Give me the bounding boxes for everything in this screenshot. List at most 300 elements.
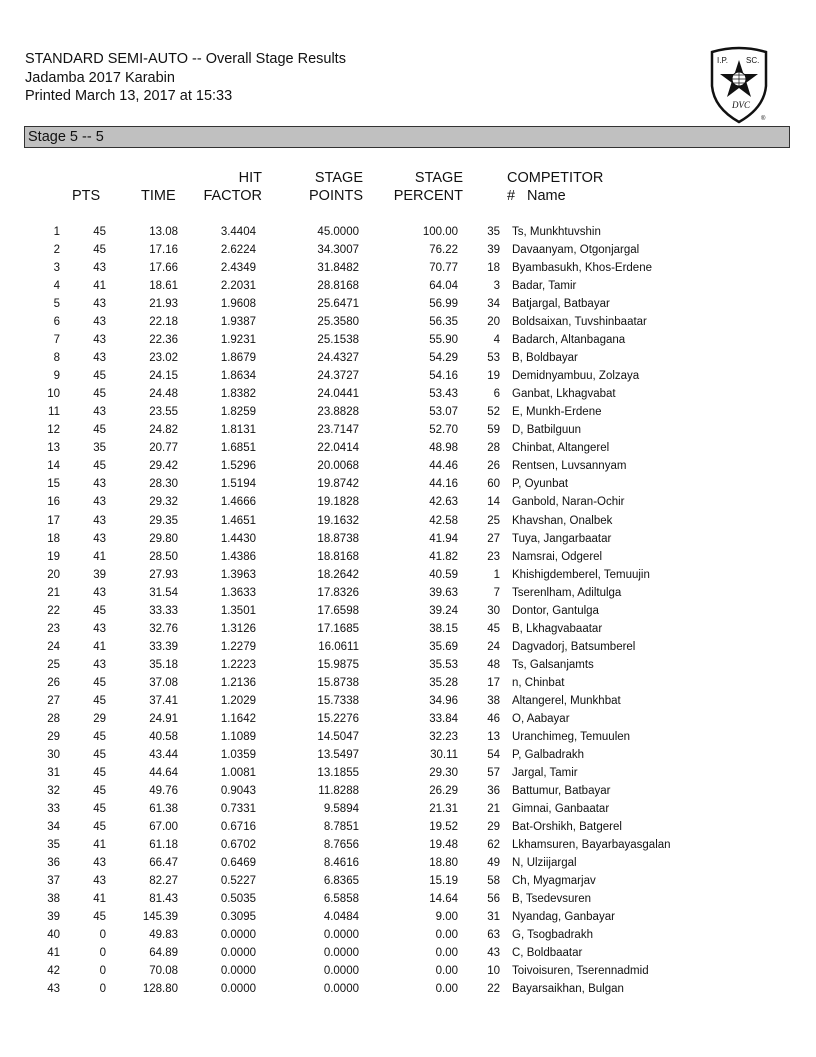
row-time: 35.18 (149, 658, 178, 671)
row-place: 17 (47, 514, 60, 527)
row-competitor-name: O, Aabayar (512, 712, 570, 725)
row-hit-factor: 1.0359 (220, 748, 256, 761)
row-competitor-number: 30 (487, 604, 500, 617)
row-points: 43 (93, 496, 106, 509)
col-header-stage-percent (380, 169, 463, 205)
table-row (30, 710, 671, 728)
row-hit-factor: 1.6851 (220, 442, 256, 455)
row-competitor-name: Uranchimeg, Temuulen (512, 730, 631, 743)
row-stage-points: 19.8742 (317, 478, 359, 491)
match-name: Jadamba 2017 Karabin (25, 69, 175, 86)
row-competitor-number: 60 (487, 478, 500, 491)
row-place: 12 (47, 424, 60, 437)
row-place: 29 (47, 730, 60, 743)
row-competitor-name: Bat-Orshikh, Batgerel (512, 821, 622, 834)
table-row (30, 241, 671, 259)
table-row (30, 421, 671, 439)
row-competitor-number: 36 (487, 784, 500, 797)
row-competitor-number: 34 (487, 298, 500, 311)
row-place: 40 (47, 929, 60, 942)
row-time: 24.91 (149, 712, 178, 725)
row-hit-factor: 1.9231 (220, 334, 256, 347)
row-hit-factor: 1.4430 (220, 532, 256, 545)
table-row (30, 566, 671, 584)
row-stage-points: 0.0000 (323, 947, 359, 960)
row-place: 8 (53, 352, 60, 365)
table-row (30, 908, 671, 926)
row-hit-factor: 1.0081 (220, 766, 256, 779)
table-row (30, 944, 671, 962)
row-time: 44.64 (149, 766, 178, 779)
row-hit-factor: 0.0000 (220, 965, 256, 978)
row-points: 45 (93, 821, 106, 834)
row-hit-factor: 1.4651 (220, 514, 256, 527)
row-points: 45 (93, 748, 106, 761)
row-points: 0 (99, 929, 106, 942)
row-competitor-number: 24 (487, 640, 500, 653)
row-hit-factor: 1.3126 (220, 622, 256, 635)
row-points: 41 (93, 893, 106, 906)
row-competitor-number: 27 (487, 532, 500, 545)
row-time: 22.18 (149, 316, 178, 329)
report-header (25, 50, 346, 106)
row-points: 45 (93, 784, 106, 797)
row-stage-points: 22.0414 (317, 442, 359, 455)
col-header-hit-factor-bottom: FACTOR (203, 188, 262, 204)
row-points: 45 (93, 730, 106, 743)
row-hit-factor: 1.8382 (220, 388, 256, 401)
row-time: 23.02 (149, 352, 178, 365)
row-competitor-name: Batjargal, Batbayar (512, 298, 610, 311)
row-place: 13 (47, 442, 60, 455)
row-points: 45 (93, 694, 106, 707)
row-competitor-number: 28 (487, 442, 500, 455)
row-stage-percent: 19.52 (429, 821, 458, 834)
row-competitor-name: Chinbat, Altangerel (512, 442, 610, 455)
row-place: 39 (47, 911, 60, 924)
row-competitor-name: Dontor, Gantulga (512, 604, 599, 617)
row-stage-points: 25.3580 (317, 316, 359, 329)
row-place: 24 (47, 640, 60, 653)
table-row (30, 818, 671, 836)
row-hit-factor: 0.6716 (220, 821, 256, 834)
table-row (30, 259, 671, 277)
row-hit-factor: 0.3095 (220, 911, 256, 924)
col-header-stage-percent-top: STAGE (414, 170, 463, 186)
row-stage-percent: 14.64 (429, 893, 458, 906)
row-stage-percent: 41.94 (429, 532, 458, 545)
row-hit-factor: 2.4349 (220, 262, 256, 275)
row-time: 28.30 (149, 478, 178, 491)
row-place: 14 (47, 460, 60, 473)
row-competitor-number: 21 (487, 803, 500, 816)
row-stage-percent: 55.90 (429, 334, 458, 347)
row-hit-factor: 0.6469 (220, 857, 256, 870)
row-stage-points: 11.8288 (318, 784, 359, 797)
row-competitor-number: 1 (493, 568, 500, 581)
row-competitor-name: Lkhamsuren, Bayarbayasgalan (512, 839, 671, 852)
row-time: 20.77 (149, 442, 178, 455)
row-place: 16 (47, 496, 60, 509)
row-stage-percent: 21.31 (429, 803, 458, 816)
row-points: 45 (93, 604, 106, 617)
row-competitor-name: Byambasukh, Khos-Erdene (512, 262, 652, 275)
row-hit-factor: 1.5194 (220, 478, 256, 491)
row-competitor-name: B, Tsedevsuren (512, 893, 592, 906)
col-header-stage-points (290, 169, 363, 205)
col-header-stage-points-bottom: POINTS (309, 188, 363, 204)
row-time: 49.83 (149, 929, 178, 942)
row-place: 22 (47, 604, 60, 617)
row-points: 41 (93, 550, 106, 563)
printed-timestamp: Printed March 13, 2017 at 15:33 (25, 88, 233, 104)
row-competitor-number: 59 (487, 424, 500, 437)
row-competitor-name: Dagvadorj, Batsumberel (512, 640, 636, 653)
table-row (30, 295, 671, 313)
row-points: 0 (99, 965, 106, 978)
row-stage-percent: 30.11 (430, 748, 458, 761)
row-place: 20 (47, 568, 60, 581)
row-time: 66.47 (149, 857, 178, 870)
table-row (30, 872, 671, 890)
row-competitor-number: 18 (487, 262, 500, 275)
report-title: STANDARD SEMI-AUTO -- Overall Stage Results (25, 51, 346, 67)
row-time: 32.76 (149, 622, 178, 635)
row-stage-percent: 0.00 (435, 965, 458, 978)
row-hit-factor: 0.0000 (220, 947, 256, 960)
row-stage-percent: 18.80 (429, 857, 458, 870)
row-competitor-number: 25 (487, 514, 500, 527)
row-hit-factor: 1.1089 (220, 730, 256, 743)
row-stage-points: 15.9875 (317, 658, 359, 671)
row-points: 0 (99, 983, 106, 996)
row-competitor-name: Badar, Tamir (512, 280, 577, 293)
row-hit-factor: 1.2029 (220, 694, 256, 707)
row-stage-points: 6.5858 (323, 893, 359, 906)
row-place: 23 (47, 622, 60, 635)
row-time: 29.32 (149, 496, 178, 509)
row-stage-percent: 56.35 (429, 316, 458, 329)
row-points: 43 (93, 262, 106, 275)
table-row (30, 782, 671, 800)
table-row (30, 349, 671, 367)
row-time: 81.43 (149, 893, 178, 906)
table-row (30, 800, 671, 818)
table-row (30, 403, 671, 421)
row-stage-points: 18.8168 (317, 550, 359, 563)
row-hit-factor: 1.9608 (220, 298, 256, 311)
row-points: 45 (93, 676, 106, 689)
row-place: 3 (53, 262, 60, 275)
row-hit-factor: 1.1642 (220, 712, 256, 725)
row-competitor-name: G, Tsogbadrakh (512, 929, 593, 942)
row-hit-factor: 0.9043 (220, 784, 256, 797)
row-stage-percent: 42.58 (429, 514, 458, 527)
col-header-time: TIME (141, 188, 176, 204)
row-stage-points: 20.0068 (317, 460, 359, 473)
row-place: 33 (47, 803, 60, 816)
row-points: 43 (93, 622, 106, 635)
row-stage-percent: 54.16 (429, 370, 458, 383)
row-place: 18 (47, 532, 60, 545)
row-competitor-name: n, Chinbat (512, 676, 565, 689)
table-row (30, 223, 671, 241)
row-competitor-name: B, Lkhagvabaatar (512, 622, 603, 635)
row-place: 42 (47, 965, 60, 978)
row-points: 45 (93, 244, 106, 257)
row-stage-points: 28.8168 (317, 280, 359, 293)
row-place: 36 (47, 857, 60, 870)
row-place: 9 (53, 370, 60, 383)
row-stage-points: 0.0000 (323, 983, 359, 996)
row-stage-points: 18.2642 (317, 568, 359, 581)
table-row (30, 674, 671, 692)
row-points: 43 (93, 298, 106, 311)
row-points: 43 (93, 658, 106, 671)
row-stage-percent: 70.77 (429, 262, 458, 275)
row-stage-percent: 44.46 (429, 460, 458, 473)
results-table-body (30, 223, 671, 998)
row-points: 45 (93, 460, 106, 473)
row-stage-percent: 42.63 (429, 496, 458, 509)
row-points: 43 (93, 334, 106, 347)
row-stage-points: 15.8738 (317, 676, 359, 689)
row-place: 7 (53, 334, 60, 347)
row-competitor-number: 26 (487, 460, 500, 473)
row-hit-factor: 1.8679 (220, 352, 256, 365)
row-points: 39 (93, 568, 106, 581)
row-hit-factor: 2.6224 (220, 244, 256, 257)
row-place: 27 (47, 694, 60, 707)
row-stage-percent: 0.00 (435, 929, 458, 942)
row-stage-percent: 53.07 (429, 406, 458, 419)
row-time: 28.50 (149, 550, 178, 563)
row-stage-percent: 52.70 (429, 424, 458, 437)
stage-title-bar (24, 126, 790, 148)
row-stage-percent: 44.16 (429, 478, 458, 491)
row-competitor-number: 62 (487, 839, 500, 852)
table-row (30, 367, 671, 385)
row-competitor-name: Khishigdemberel, Temuujin (512, 568, 650, 581)
row-hit-factor: 0.0000 (220, 929, 256, 942)
row-stage-points: 19.1632 (317, 514, 359, 527)
row-competitor-number: 10 (487, 965, 500, 978)
row-hit-factor: 1.4386 (220, 550, 256, 563)
row-place: 28 (47, 712, 60, 725)
row-points: 45 (93, 766, 106, 779)
row-time: 67.00 (149, 821, 178, 834)
row-competitor-number: 13 (487, 730, 500, 743)
row-competitor-number: 31 (487, 911, 500, 924)
row-time: 29.80 (149, 532, 178, 545)
row-competitor-number: 46 (487, 712, 500, 725)
row-place: 34 (47, 821, 60, 834)
row-competitor-name: Jargal, Tamir (512, 766, 578, 779)
row-time: 31.54 (149, 586, 178, 599)
row-hit-factor: 0.5227 (220, 875, 256, 888)
row-time: 22.36 (149, 334, 178, 347)
row-competitor-name: P, Galbadrakh (512, 748, 585, 761)
svg-text:I.P.: I.P. (717, 56, 728, 65)
table-row (30, 728, 671, 746)
col-header-hit-factor (196, 169, 262, 205)
row-time: 33.39 (149, 640, 178, 653)
table-row (30, 854, 671, 872)
row-competitor-number: 38 (487, 694, 500, 707)
row-time: 24.82 (149, 424, 178, 437)
row-competitor-number: 35 (487, 226, 500, 239)
row-time: 128.80 (142, 983, 178, 996)
row-place: 25 (47, 658, 60, 671)
row-points: 29 (93, 712, 106, 725)
row-time: 18.61 (149, 280, 178, 293)
row-competitor-name: Boldsaixan, Tuvshinbaatar (512, 316, 647, 329)
row-time: 37.08 (149, 676, 178, 689)
row-competitor-name: Davaanyam, Otgonjargal (512, 244, 640, 257)
row-competitor-number: 63 (487, 929, 500, 942)
table-row (30, 475, 671, 493)
row-hit-factor: 1.8259 (220, 406, 256, 419)
row-time: 24.15 (149, 370, 178, 383)
row-stage-percent: 33.84 (429, 712, 458, 725)
row-time: 61.38 (149, 803, 178, 816)
row-stage-points: 31.8482 (317, 262, 359, 275)
row-points: 0 (99, 947, 106, 960)
row-competitor-number: 43 (487, 947, 500, 960)
table-row (30, 764, 671, 782)
row-stage-percent: 40.59 (429, 568, 458, 581)
row-stage-percent: 9.00 (435, 911, 458, 924)
row-competitor-number: 29 (487, 821, 500, 834)
row-time: 49.76 (149, 784, 178, 797)
row-place: 1 (53, 226, 60, 239)
row-competitor-number: 49 (487, 857, 500, 870)
row-time: 145.39 (142, 911, 178, 924)
row-place: 6 (53, 316, 60, 329)
table-row (30, 313, 671, 331)
row-points: 41 (93, 839, 106, 852)
row-place: 30 (47, 748, 60, 761)
row-competitor-number: 7 (493, 586, 500, 599)
row-competitor-name: Ts, Galsanjamts (512, 658, 594, 671)
row-time: 33.33 (149, 604, 178, 617)
row-stage-points: 14.5047 (317, 730, 359, 743)
row-hit-factor: 1.8131 (220, 424, 256, 437)
svg-text:DVC: DVC (732, 100, 750, 110)
row-place: 32 (47, 784, 60, 797)
table-row (30, 493, 671, 511)
row-stage-points: 0.0000 (323, 965, 359, 978)
row-stage-points: 25.6471 (317, 298, 359, 311)
row-stage-percent: 15.19 (429, 875, 458, 888)
row-time: 37.41 (149, 694, 178, 707)
row-stage-percent: 39.24 (429, 604, 458, 617)
row-hit-factor: 0.6702 (220, 839, 256, 852)
row-hit-factor: 1.3963 (220, 568, 256, 581)
row-stage-points: 15.2276 (317, 712, 359, 725)
row-competitor-name: N, Ulziijargal (512, 857, 577, 870)
row-place: 19 (47, 550, 60, 563)
row-competitor-number: 53 (487, 352, 500, 365)
table-row (30, 638, 671, 656)
row-points: 45 (93, 226, 106, 239)
row-points: 43 (93, 352, 106, 365)
row-competitor-name: Namsrai, Odgerel (512, 550, 603, 563)
row-time: 43.44 (149, 748, 178, 761)
row-time: 70.08 (149, 965, 178, 978)
row-hit-factor: 3.4404 (220, 226, 256, 239)
table-row (30, 439, 671, 457)
row-competitor-number: 20 (487, 316, 500, 329)
row-competitor-name: Ganbat, Lkhagvabat (512, 388, 616, 401)
row-competitor-name: Tserenlham, Adiltulga (512, 586, 622, 599)
row-place: 37 (47, 875, 60, 888)
row-time: 40.58 (149, 730, 178, 743)
stage-label: Stage 5 -- 5 (28, 129, 104, 145)
row-competitor-number: 52 (487, 406, 500, 419)
row-hit-factor: 1.2136 (220, 676, 256, 689)
row-stage-points: 4.0484 (323, 911, 359, 924)
row-time: 61.18 (149, 839, 178, 852)
row-competitor-number: 57 (487, 766, 500, 779)
row-competitor-name: Ts, Munkhtuvshin (512, 226, 601, 239)
row-stage-percent: 35.53 (429, 658, 458, 671)
row-competitor-name: Battumur, Batbayar (512, 784, 611, 797)
svg-text:SC.: SC. (746, 56, 760, 65)
col-header-hit-factor-top: HIT (238, 170, 262, 186)
row-competitor-name: P, Oyunbat (512, 478, 569, 491)
row-place: 43 (47, 983, 60, 996)
row-hit-factor: 1.2223 (220, 658, 256, 671)
row-points: 45 (93, 424, 106, 437)
row-time: 64.89 (149, 947, 178, 960)
row-hit-factor: 2.2031 (220, 280, 256, 293)
row-points: 35 (93, 442, 106, 455)
row-hit-factor: 1.4666 (220, 496, 256, 509)
row-competitor-name: Ch, Myagmarjav (512, 875, 596, 888)
row-competitor-number: 48 (487, 658, 500, 671)
row-time: 17.66 (149, 262, 178, 275)
row-hit-factor: 1.3501 (220, 604, 256, 617)
row-points: 41 (93, 640, 106, 653)
row-stage-percent: 34.96 (429, 694, 458, 707)
row-place: 11 (48, 406, 60, 419)
table-row (30, 277, 671, 295)
row-time: 17.16 (149, 244, 178, 257)
row-stage-percent: 0.00 (435, 947, 458, 960)
col-header-number: # (507, 188, 516, 204)
row-stage-points: 0.0000 (323, 929, 359, 942)
row-time: 29.35 (149, 514, 178, 527)
row-points: 43 (93, 478, 106, 491)
col-header-competitor: COMPETITOR (507, 170, 604, 186)
row-stage-percent: 35.69 (429, 640, 458, 653)
row-stage-points: 13.1855 (317, 766, 359, 779)
row-competitor-name: Gimnai, Ganbaatar (512, 803, 610, 816)
row-stage-points: 24.0441 (317, 388, 359, 401)
row-points: 43 (93, 875, 106, 888)
row-competitor-number: 54 (487, 748, 500, 761)
row-stage-points: 34.3007 (317, 244, 359, 257)
row-competitor-name: Tuya, Jangarbaatar (512, 532, 612, 545)
row-stage-percent: 54.29 (429, 352, 458, 365)
row-stage-points: 17.6598 (317, 604, 359, 617)
table-row (30, 962, 671, 980)
row-stage-percent: 19.48 (429, 839, 458, 852)
table-row (30, 836, 671, 854)
row-hit-factor: 1.9387 (220, 316, 256, 329)
row-points: 43 (93, 532, 106, 545)
